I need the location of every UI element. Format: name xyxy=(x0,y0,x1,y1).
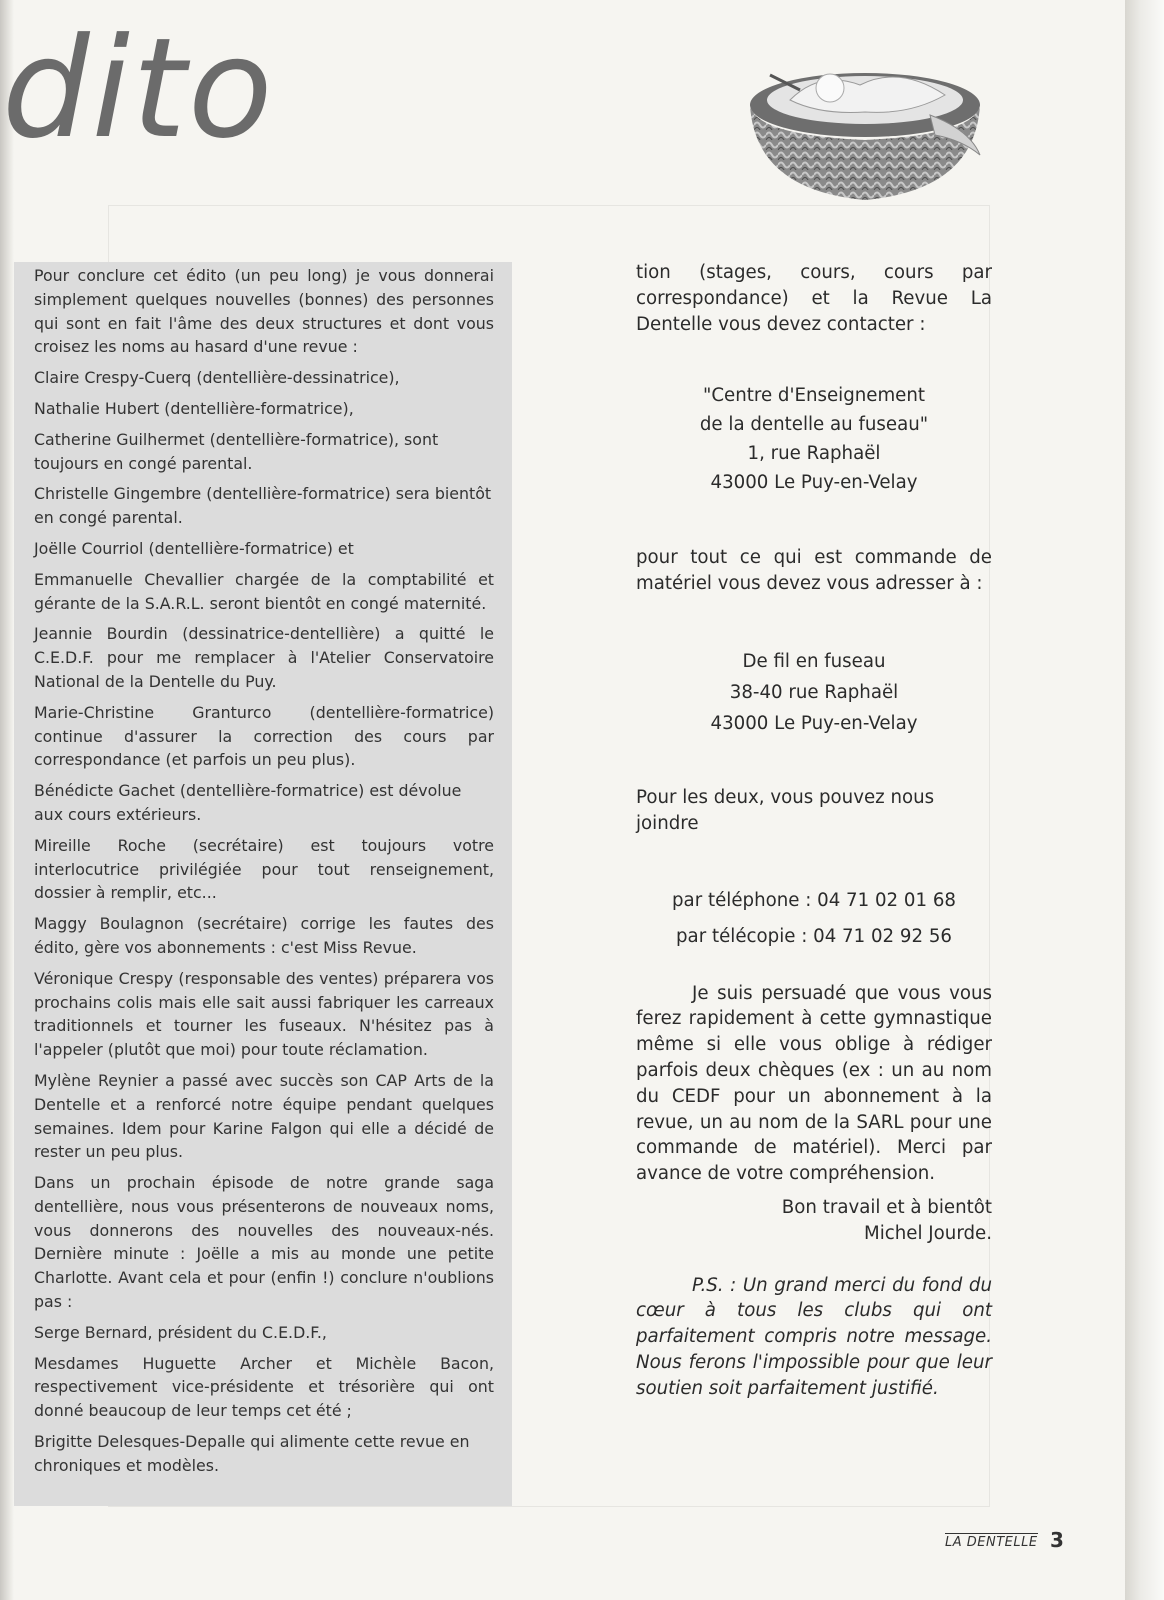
phone-line: par téléphone : 04 71 02 01 68 xyxy=(672,889,956,911)
staff-paragraph: Jeannie Bourdin (dessinatrice-dentellière) a quitté le C.E.D.F. pour me remplacer à l'Atelier Conservatoire National de la Dentelle du Puy. xyxy=(34,624,494,691)
address-line: de la dentelle au fuseau" xyxy=(699,414,929,436)
thanks-paragraph: Mesdames Huguette Archer et Michèle Bacon, respectivement vice-présidente et trésorière qui ont donné beaucoup de leur temps cet été ; xyxy=(34,1353,494,1421)
address-line: "Centre d'Enseignement xyxy=(702,385,926,407)
address-line: 1, rue Raphaël xyxy=(747,443,881,465)
address-line: 43000 Le Puy-en-Velay xyxy=(710,472,918,494)
staff-paragraph: Catherine Guilhermet (dentellière-formatrice), sont toujours en congé parental. xyxy=(34,429,439,473)
address-line: De fil en fuseau xyxy=(742,650,886,672)
page-edge xyxy=(1125,0,1164,1600)
staff-paragraph: Mylène Reynier a passé avec succès son CAP Arts de la Dentelle et a renforcé notre équipe pendant quelques semaines. Idem pour Karine Falgon qui elle a décidé de rester un peu plus. xyxy=(34,1070,494,1162)
staff-paragraph: Nathalie Hubert (dentellière-formatrice), xyxy=(34,398,354,418)
signoff: Bon travail et à bientôt xyxy=(781,1196,992,1218)
staff-paragraph: Christelle Gingembre (dentellière-formatrice) sera bientôt en congé parental. xyxy=(34,484,492,528)
magazine-name: LA DENTELLE xyxy=(945,1535,1038,1550)
staff-paragraph: Joëlle Courriol (dentellière-formatrice) et xyxy=(34,538,354,558)
join-paragraph: Pour les deux, vous pouvez nous joindre xyxy=(636,786,935,834)
staff-paragraph: Marie-Christine Granturco (dentellière-formatrice) continue d'assurer la correction des cours par correspondance (et parfois un peu plus). xyxy=(34,702,494,770)
thanks-paragraph: Brigitte Delesques-Depalle qui alimente cette revue en chroniques et modèles. xyxy=(34,1432,470,1475)
right-column xyxy=(636,260,992,1402)
address-line: 43000 Le Puy-en-Velay xyxy=(710,712,918,734)
staff-paragraph: Bénédicte Gachet (dentellière-formatrice) est dévolue aux cours extérieurs. xyxy=(34,781,462,824)
order-paragraph: pour tout ce qui est commande de matériel vous devez vous adresser à : xyxy=(636,547,992,595)
lace-basket-illustration xyxy=(730,60,1000,210)
page-title: dito xyxy=(2,8,275,169)
staff-paragraph: Maggy Boulagnon (secrétaire) corrige les fautes des édito, gère vos abonnements : c'est Miss Revue. xyxy=(34,914,494,957)
staff-paragraph: Emmanuelle Chevallier chargée de la comptabilité et gérante de la S.A.R.L. seront bientôt en congé maternité. xyxy=(34,569,494,613)
contact-intro: tion (stages, cours, cours par correspondance) et la Revue La Dentelle vous devez contacter : xyxy=(636,262,992,335)
closing-paragraph: Je suis persuadé que vous vous ferez rapidement à cette gymnastique même si elle vous oblige à rédiger parfois deux chèques (ex : un au nom du CEDF pour un abonnement à la revue, un au nom de la SARL pour une commande de matériel). Merci par avance de votre compréhension. xyxy=(636,982,992,1185)
binding-shadow xyxy=(0,0,14,1600)
cedf-address xyxy=(636,381,992,497)
fax-line: par télécopie : 04 71 02 92 56 xyxy=(676,925,952,947)
staff-paragraph: Mireille Roche (secrétaire) est toujours votre interlocutrice privilégiée pour tout renseignement, dossier à remplir, etc... xyxy=(34,835,494,903)
address-line: 38-40 rue Raphaël xyxy=(729,681,899,703)
staff-paragraph: Véronique Crespy (responsable des ventes) préparera vos prochains colis mais elle sait aussi fabriquer les carreaux traditionnels et tourner les fuseaux. N'hésitez pas à l'appeler (plutôt que moi) pour toute réclamation. xyxy=(34,968,494,1060)
staff-paragraph: Claire Crespy-Cuerq (dentellière-dessinatrice), xyxy=(34,368,400,388)
shop-address xyxy=(636,646,992,739)
saga-paragraph: Dans un prochain épisode de notre grande saga dentellière, nous vous présenterons de nouveaux noms, vous donnerons des nouvelles des nouveaux-nés. Dernière minute : Joëlle a mis au monde une petite Charlotte. Avant cela et pour (enfin !) conclure n'oublions pas : xyxy=(34,1173,494,1312)
left-column xyxy=(34,264,494,1485)
postscript: P.S. : Un grand merci du fond du cœur à tous les clubs qui ont parfaitement compris notre message. Nous ferons l'impossible pour que leur soutien soit parfaitement justifié. xyxy=(636,1274,992,1399)
page-number: 3 xyxy=(1050,1528,1064,1552)
signature: Michel Jourde. xyxy=(864,1222,992,1244)
intro-paragraph: Pour conclure cet édito (un peu long) je vous donnerai simplement quelques nouvelles (bonnes) des personnes qui sont en fait l'âme des deux structures et dont vous croisez les noms au hasard d'une revue : xyxy=(34,266,494,357)
thanks-paragraph: Serge Bernard, président du C.E.D.F., xyxy=(34,1322,327,1342)
running-footer xyxy=(945,1533,1038,1550)
